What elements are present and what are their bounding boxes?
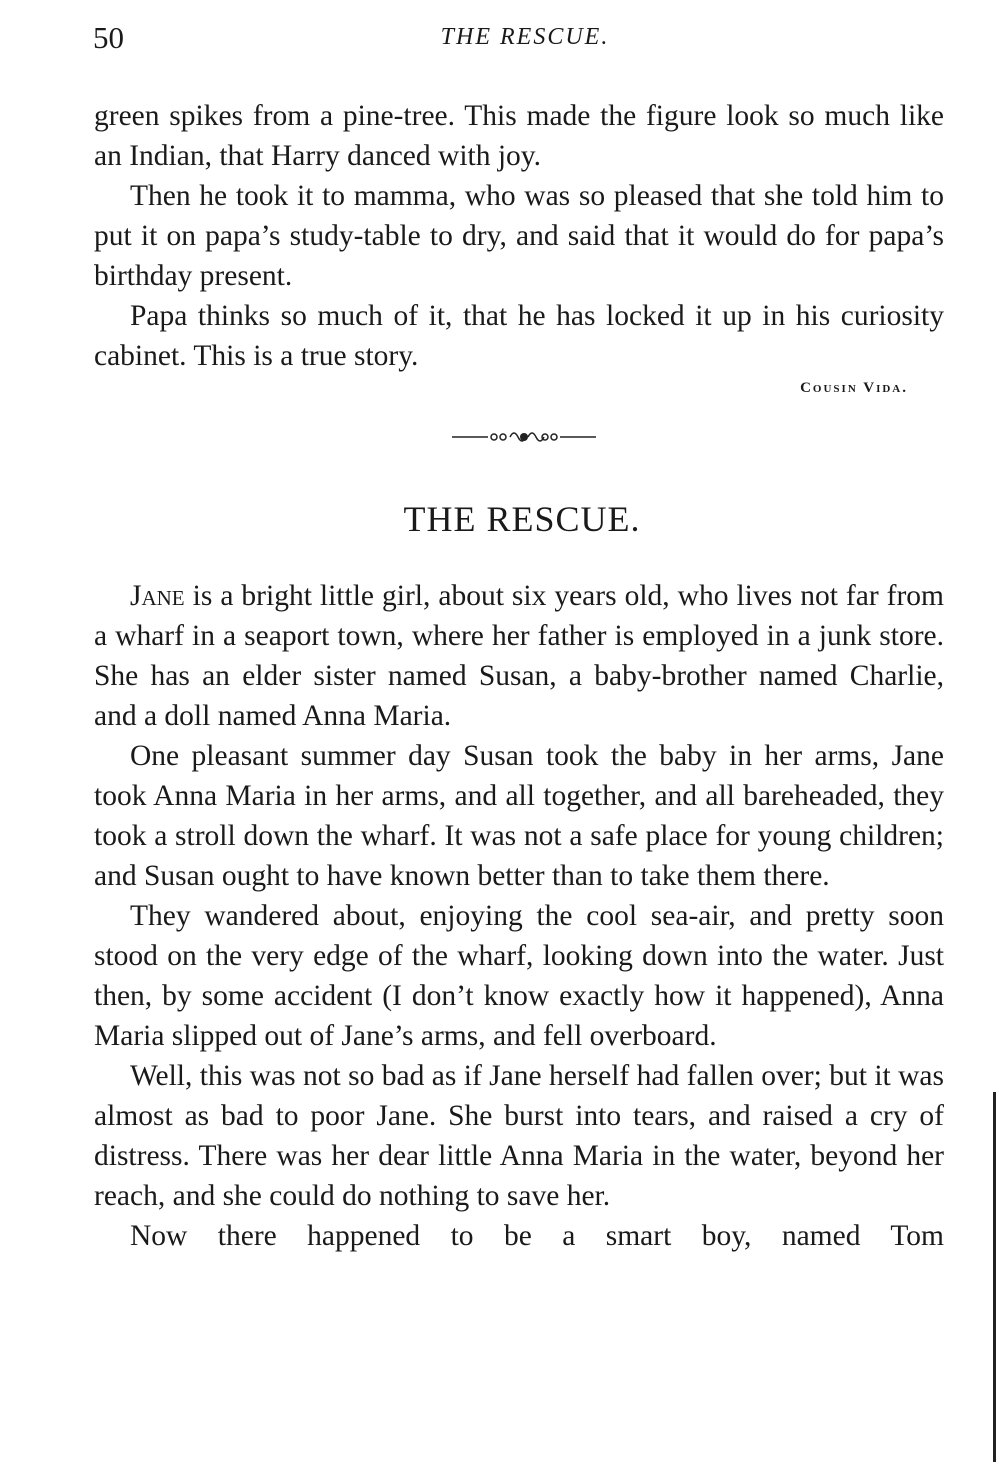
paragraph bbox=[94, 576, 944, 736]
page-header bbox=[0, 18, 1000, 58]
paragraph: Well, this was not so bad as if Jane herself had fallen over; but it was almost as bad to poor Jane. She burst into tears, and raised a cry of distress. There was her dear little Anna Maria in the water, beyond her reach, and she could do nothing to save her. bbox=[94, 1060, 944, 1212]
ornament-divider-icon bbox=[452, 422, 596, 452]
paragraph: One pleasant summer day Susan took the baby in her arms, Jane took Anna Maria in her arms, and all together, and all bareheaded, they took a stroll down the wharf. It was not a safe place for young children; and Susan ought to have known better than to take them there. bbox=[94, 740, 944, 892]
running-title: THE RESCUE. bbox=[440, 24, 610, 50]
page-number: 50 bbox=[93, 20, 124, 55]
paragraph: Now there happened to be a smart boy, named Tom bbox=[130, 1220, 944, 1252]
story-title: THE RESCUE. bbox=[403, 499, 641, 539]
drop-first-word: Jane bbox=[130, 580, 185, 612]
story-text bbox=[94, 576, 944, 1256]
paragraph: Papa thinks so much of it, that he has locked it up in his curiosity cabinet. This is a true story. bbox=[94, 300, 944, 372]
paragraph: green spikes from a pine-tree. This made the figure look so much like an Indian, that Harry danced with joy. bbox=[94, 100, 944, 172]
previous-story-text bbox=[94, 96, 944, 376]
margin-rule bbox=[993, 1092, 996, 1462]
paragraph: Then he took it to mamma, who was so pleased that she told him to put it on papa’s study-table to dry, and said that it would do for papa’s birthday present. bbox=[94, 180, 944, 292]
paragraph: They wandered about, enjoying the cool sea-air, and pretty soon stood on the very edge of the wharf, looking down into the water. Just then, by some accident (I don’t know exactly how it happened), Anna Maria slipped out of Jane’s arms, and fell overboard. bbox=[94, 900, 944, 1052]
author-signature: Cousin Vida. bbox=[800, 380, 908, 396]
paragraph-text: is a bright little girl, about six years old, who lives not far from a wharf in a seaport town, where her father is employed in a junk store. She has an elder sister named Susan, a baby-brother named Charlie, and a doll named Anna Maria. bbox=[94, 580, 944, 732]
